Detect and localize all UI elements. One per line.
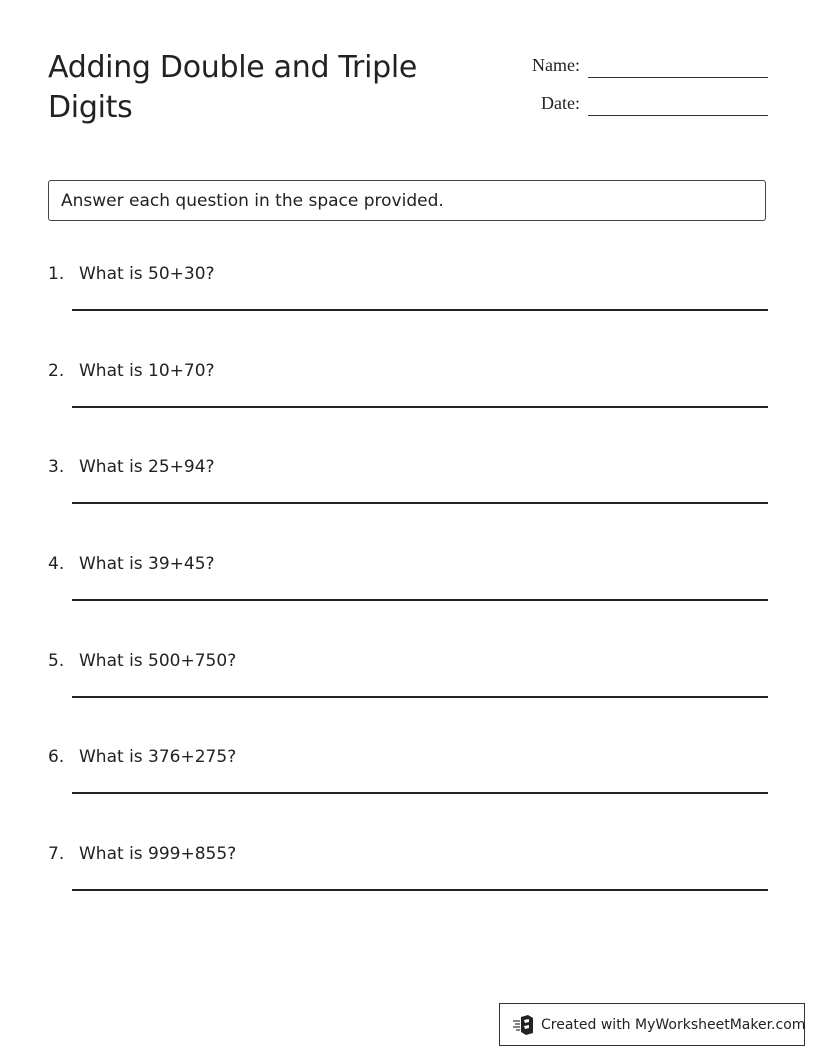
question-number: 1. xyxy=(48,264,65,284)
footer-text[interactable]: Created with MyWorksheetMaker.com xyxy=(541,1016,806,1033)
date-label: Date: xyxy=(541,93,580,113)
question-text: What is 50+30? xyxy=(79,264,215,284)
date-field[interactable] xyxy=(500,92,768,116)
question-item xyxy=(48,745,768,805)
question-number: 5. xyxy=(48,651,65,671)
answer-line[interactable] xyxy=(72,599,768,601)
name-field[interactable] xyxy=(500,54,768,78)
question-item xyxy=(48,649,768,709)
worksheet-title: Adding Double and Triple Digits xyxy=(48,50,418,125)
date-line[interactable] xyxy=(588,115,768,116)
question-text: What is 376+275? xyxy=(79,747,237,767)
question-item xyxy=(48,359,768,419)
question-text: What is 10+70? xyxy=(79,361,215,381)
question-text: What is 25+94? xyxy=(79,457,215,477)
footer-badge[interactable] xyxy=(499,1003,805,1046)
question-number: 4. xyxy=(48,554,65,574)
question-item xyxy=(48,842,768,902)
question-text: What is 500+750? xyxy=(79,651,237,671)
name-line[interactable] xyxy=(588,77,768,78)
question-text: What is 999+855? xyxy=(79,844,237,864)
question-number: 2. xyxy=(48,361,65,381)
name-label: Name: xyxy=(532,55,580,75)
answer-line[interactable] xyxy=(72,309,768,311)
answer-line[interactable] xyxy=(72,502,768,504)
answer-line[interactable] xyxy=(72,696,768,698)
question-text: What is 39+45? xyxy=(79,554,215,574)
question-number: 3. xyxy=(48,457,65,477)
question-item xyxy=(48,262,768,322)
question-number: 6. xyxy=(48,747,65,767)
instructions-box: Answer each question in the space provided. xyxy=(48,180,766,221)
answer-line[interactable] xyxy=(72,406,768,408)
question-item xyxy=(48,455,768,515)
question-item xyxy=(48,552,768,612)
question-number: 7. xyxy=(48,844,65,864)
worksheet-maker-logo-icon xyxy=(512,1013,536,1037)
answer-line[interactable] xyxy=(72,889,768,891)
answer-line[interactable] xyxy=(72,792,768,794)
